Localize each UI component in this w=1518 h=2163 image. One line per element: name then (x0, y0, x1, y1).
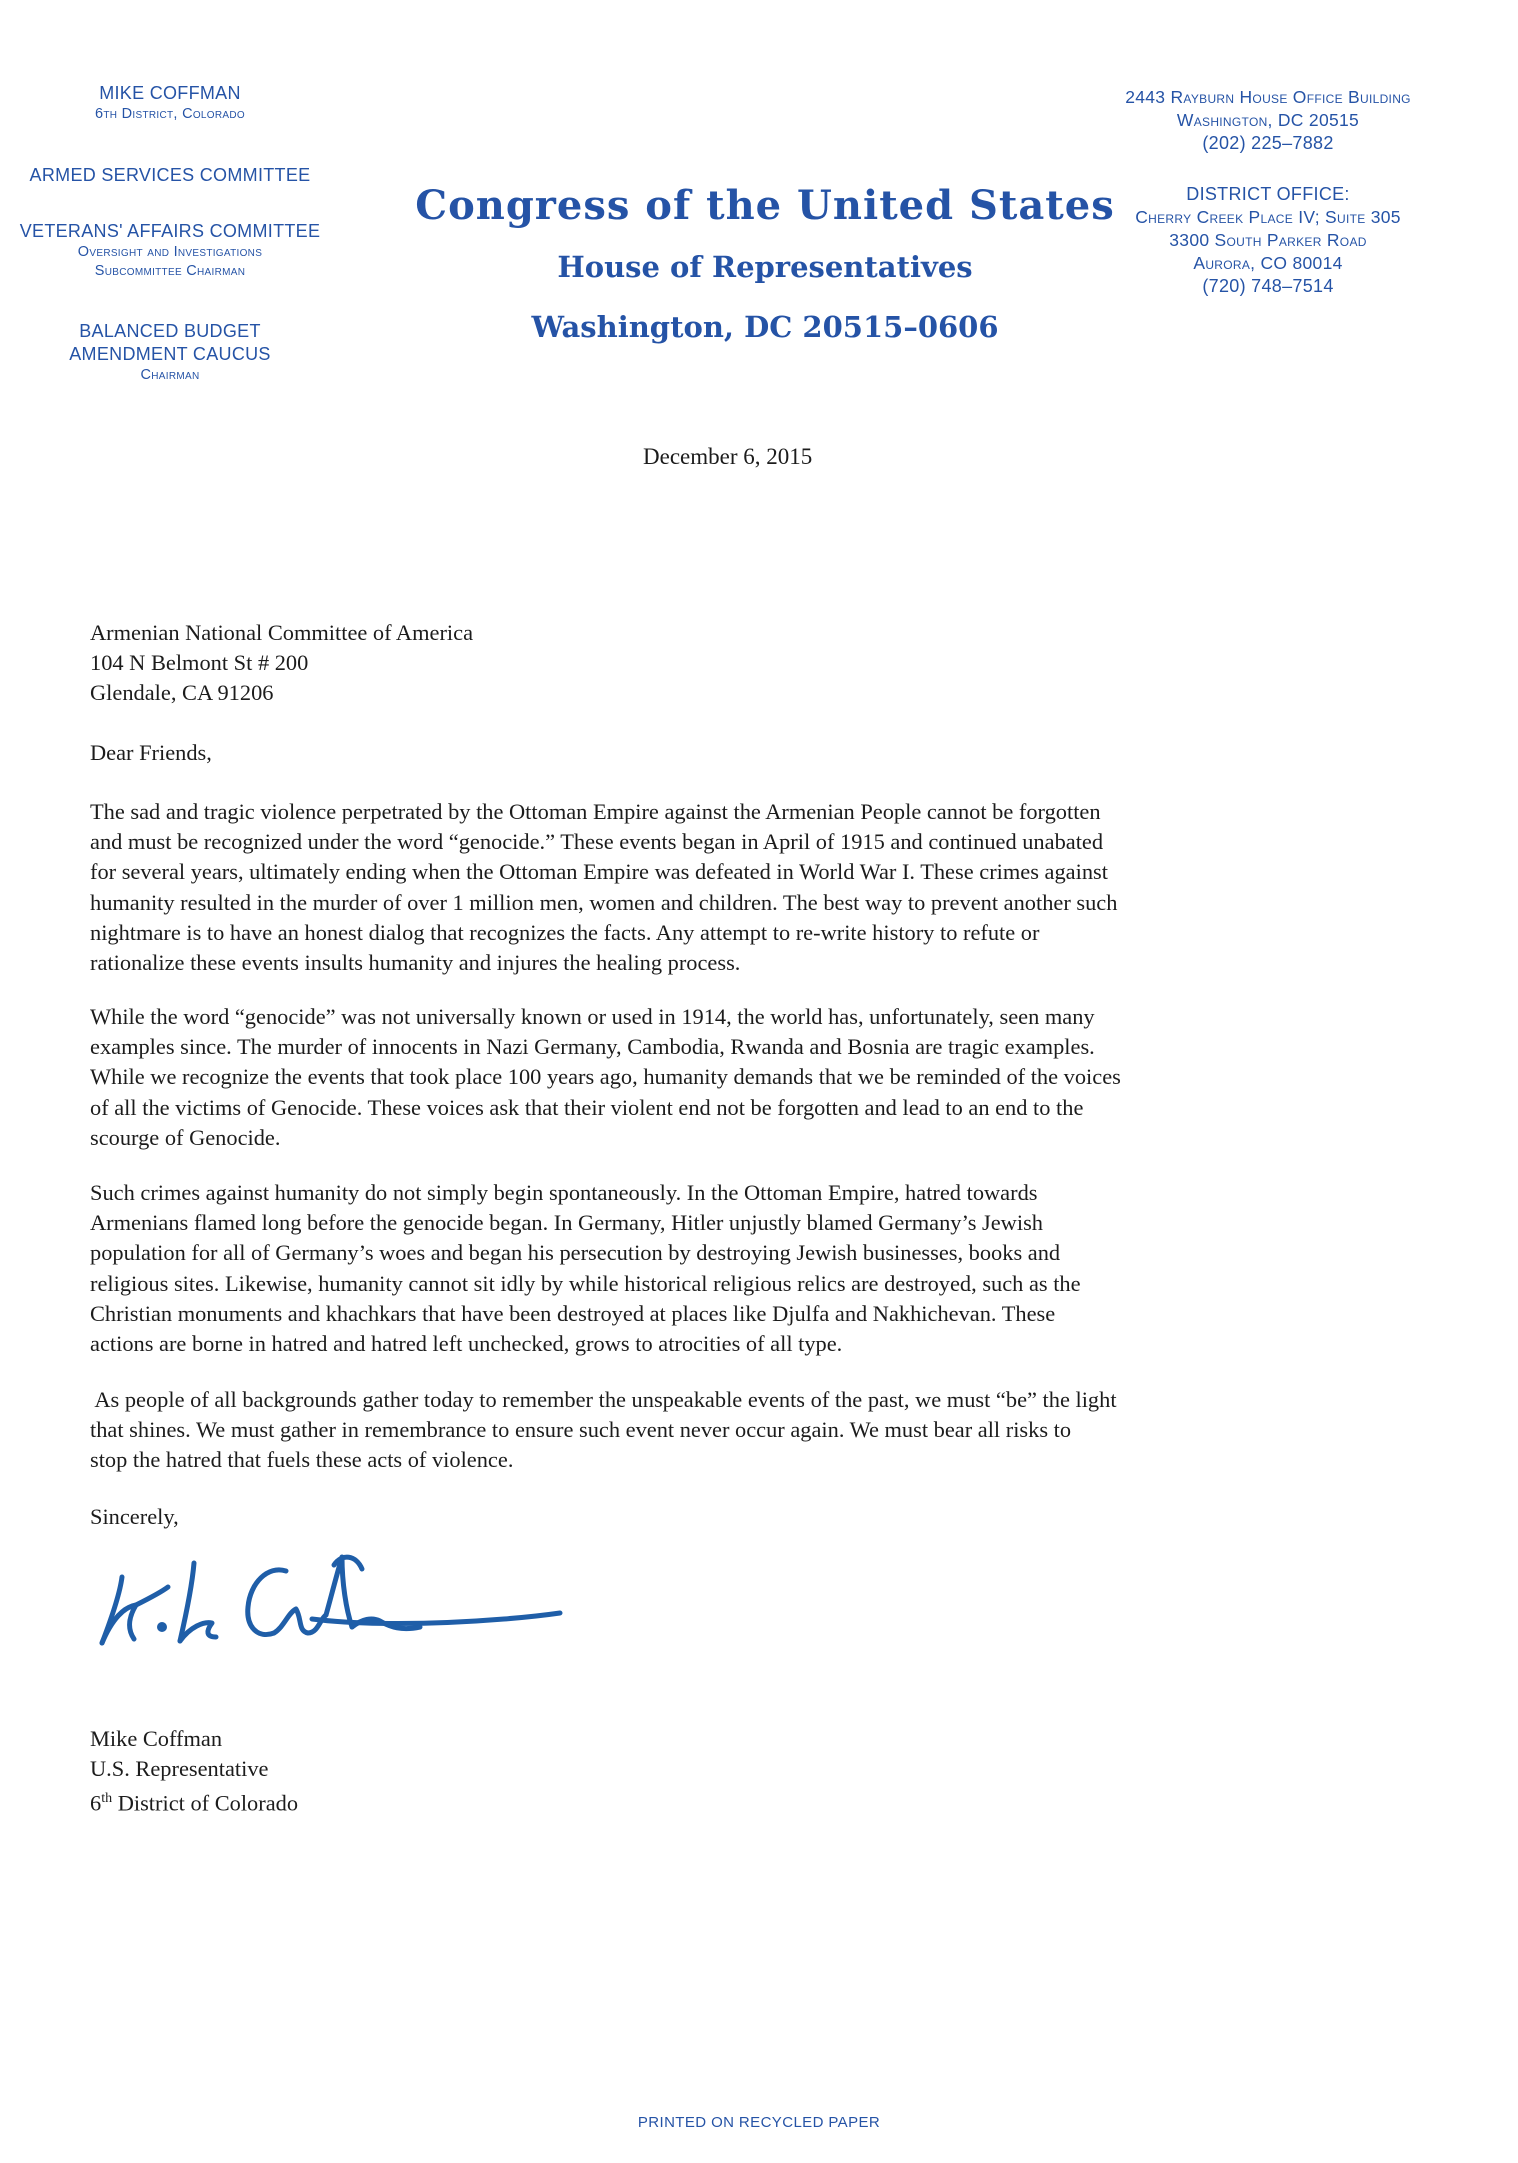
recycled-paper-footer: PRINTED ON RECYCLED PAPER (637, 2114, 881, 2131)
paragraph-line: The sad and tragic violence perpetrated by the Ottoman Empire against the Armenian People cannot be forgotten (90, 799, 1101, 824)
letterhead-right-district-office: DISTRICT OFFICE: Cherry Creek Place IV; Suite 305 3300 South Parker Road Aurora, CO 80014 (720) 748–7514 (1135, 184, 1401, 296)
house-subtitle: House of Representatives (557, 250, 973, 284)
recipient-line: Glendale, CA 91206 (90, 680, 274, 706)
subcommittee-line1: Oversight and Investigations (77, 244, 263, 260)
paragraph-line: scourge of Genocide. (90, 1124, 281, 1150)
paragraph-line: Such crimes against humanity do not simply begin spontaneously. In the Ottoman Empire, hatred towards (90, 1180, 1038, 1205)
subcommittee-line2: Subcommittee Chairman (94, 263, 246, 279)
paragraph-4 (90, 1385, 1117, 1476)
signer-title: U.S. Representative (90, 1756, 269, 1782)
signer-name: Mike Coffman (90, 1726, 223, 1751)
paragraph-line: population for all of Germany’s woes and began his persecution by destroying Jewish businesses, books and (90, 1240, 1061, 1266)
paragraph-line: While we recognize the events that took place 100 years ago, humanity demands that we be reminded of the voices (90, 1064, 1121, 1090)
handwritten-signature (90, 1535, 590, 1655)
paragraph-3 (90, 1178, 1081, 1359)
paragraph-line: Armenians flamed long before the genocide began. In Germany, Hitler unjustly blamed Germany’s Jewish (90, 1210, 1043, 1236)
paragraph-line: As people of all backgrounds gather today to remember the unspeakable events of the past, we must “be” the light (90, 1387, 1117, 1412)
closing: Sincerely, (90, 1504, 179, 1529)
paragraph-line: examples since. The murder of innocents in Nazi Germany, Cambodia, Rwanda and Bosnia are tragic examples. (90, 1034, 1095, 1060)
letter-date: December 6, 2015 (643, 444, 813, 469)
paragraph-2 (90, 1002, 1121, 1153)
washington-address: Washington, DC 20515–0606 (531, 310, 999, 344)
recipient-line: Armenian National Committee of America (90, 620, 474, 645)
committee-veterans: VETERANS' AFFAIRS COMMITTEE Oversight and Investigations Subcommittee Chairman (0, 220, 340, 281)
letterhead-right-dc-office: 2443 Rayburn House Office Building Washington, DC 20515 (202) 225–7882 (1125, 87, 1411, 153)
caucus-block: BALANCED BUDGET AMENDMENT CAUCUS Chairman (69, 321, 271, 383)
paragraph-line: stop the hatred that fuels these acts of violence. (90, 1447, 514, 1473)
paragraph-line: that shines. We must gather in remembrance to ensure such event never occur again. We must bear all risks to (90, 1417, 1072, 1443)
paragraph-line: humanity resulted in the murder of over 1 million men, women and children. The best way to prevent another such (90, 889, 1118, 915)
paragraph-1 (90, 797, 1117, 978)
signer-district: 6th District of Colorado (90, 1790, 299, 1816)
signature-block (90, 1724, 298, 1819)
member-district: 6th District, Colorado (95, 106, 245, 122)
paragraph-line: rationalize these events insults humanity and injures the healing process. (90, 950, 741, 976)
congress-title: Congress of the United States (415, 182, 1115, 229)
salutation: Dear Friends, (90, 740, 212, 765)
letterhead-left (0, 82, 340, 124)
paragraph-line: nightmare is to have an honest dialog that recognizes the facts. Any attempt to re-write history to refute or (90, 919, 1040, 945)
paragraph-line: and must be recognized under the word “genocide.” These events began in April of 1915 and continued unabated (90, 829, 1104, 855)
paragraph-line: Christian monuments and khachkars that have been destroyed at places like Djulfa and Nakhichevan. These (90, 1300, 1056, 1326)
committee-armed-services: ARMED SERVICES COMMITTEE (29, 165, 311, 185)
recipient-address (90, 618, 473, 709)
paragraph-line: of all the victims of Genocide. These voices ask that their violent end not be forgotten and lead to an end to the (90, 1094, 1084, 1120)
paragraph-line: While the word “genocide” was not universally known or used in 1914, the world has, unfortunately, seen many (90, 1004, 1095, 1029)
recipient-line: 104 N Belmont St # 200 (90, 650, 309, 676)
paragraph-line: actions are borne in hatred and hatred left unchecked, grows to atrocities of all type. (90, 1331, 843, 1357)
paragraph-line: religious sites. Likewise, humanity cannot sit idly by while historical religious relics are destroyed, such as the (90, 1270, 1081, 1296)
paragraph-line: for several years, ultimately ending when the Ottoman Empire was defeated in World War I. These crimes against (90, 859, 1108, 885)
member-name: MIKE COFFMAN (99, 83, 241, 103)
